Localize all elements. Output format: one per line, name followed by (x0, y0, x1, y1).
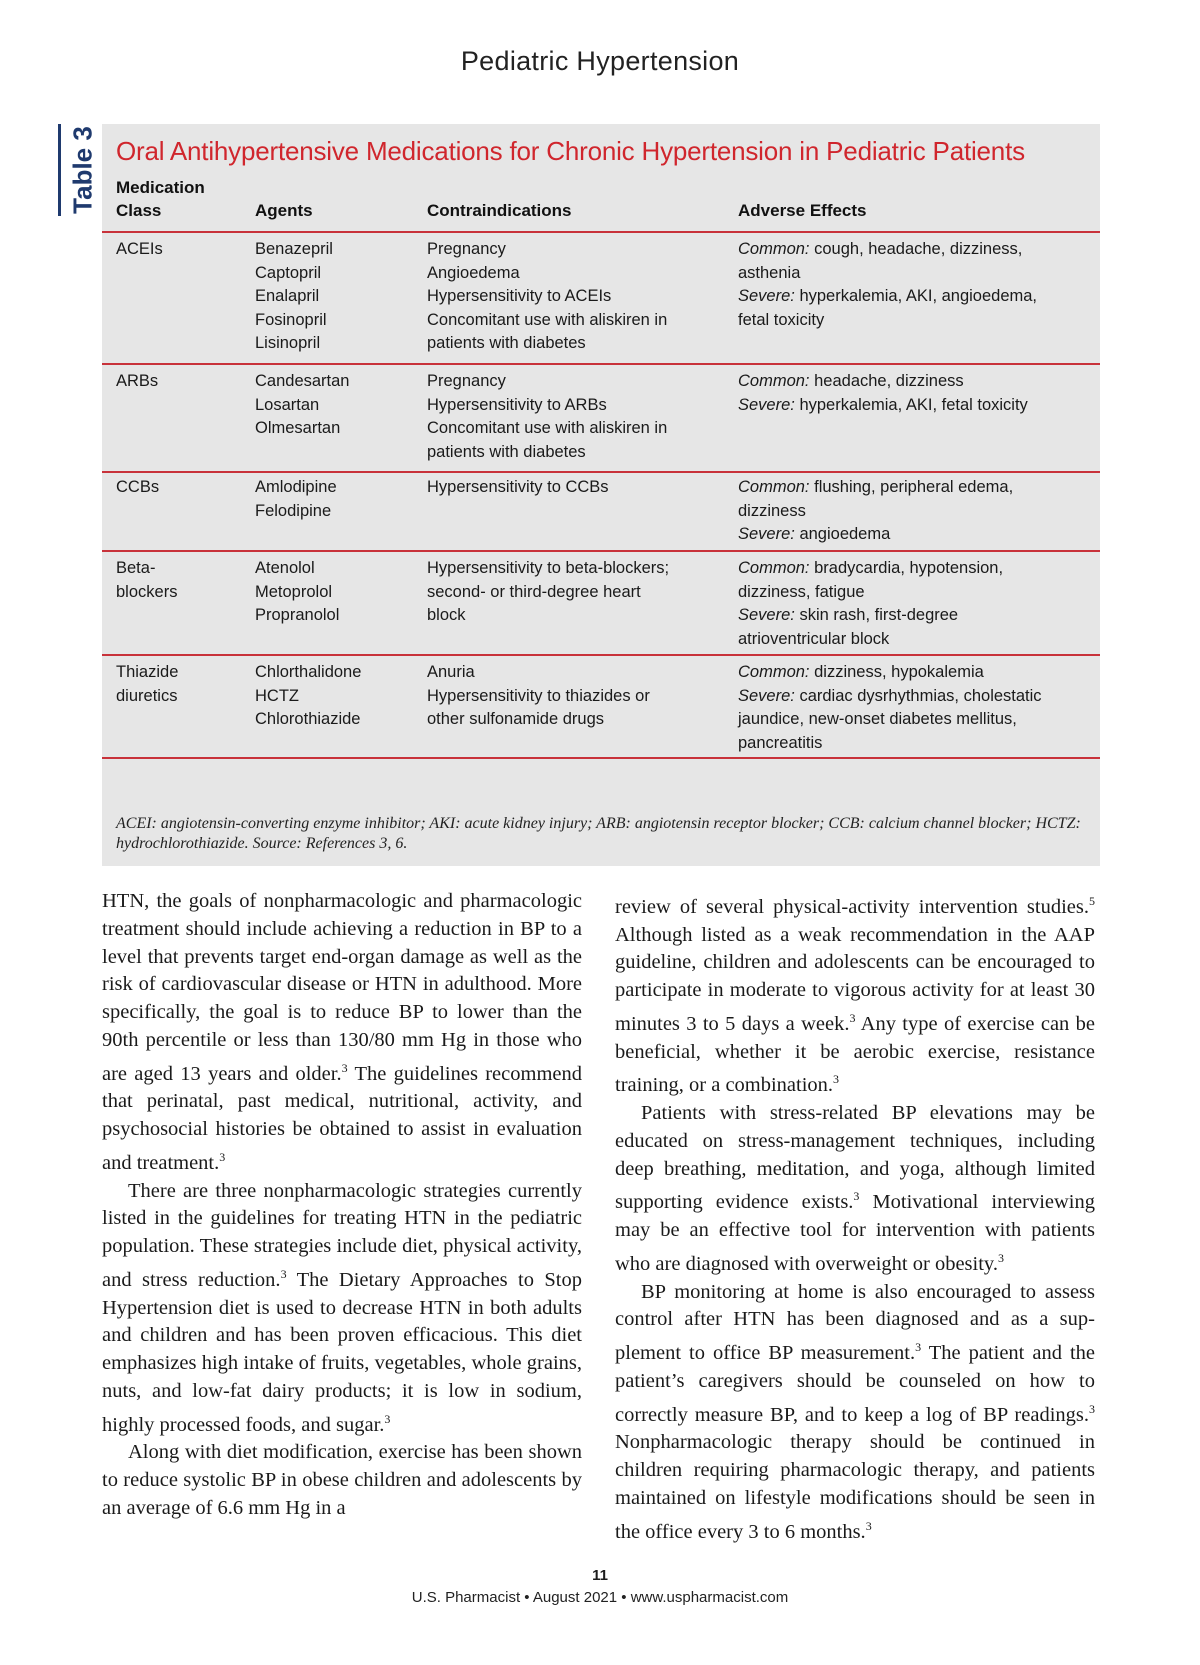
page-header-title: Pediatric Hypertension (460, 46, 740, 76)
class-line: ARBs (116, 372, 159, 390)
agent-name: Losartan (255, 395, 320, 414)
severity-label: Common: (738, 372, 810, 390)
body-paragraph (615, 1279, 1095, 1547)
agent-name: Candesartan (255, 372, 350, 390)
class-line: Beta- (116, 559, 156, 577)
adverse-effect-line (738, 285, 1088, 309)
adverse-effect-line (738, 370, 1088, 394)
class-line: diuretics (116, 686, 178, 705)
severity-label: Severe: (738, 287, 795, 306)
body-paragraph (102, 888, 582, 1178)
adverse-effect-line (738, 309, 1088, 333)
adverse-effect-text: hyperkalemia, AKI, fetal toxicity (794, 395, 1028, 414)
adverse-effect-text: dizziness, hypokalemia (809, 663, 984, 681)
contraindication-line: second- or third-degree heart (427, 582, 641, 601)
table-title: Oral Antihypertensive Medications for Chronic Hypertension in Pediatric Patients (116, 136, 1025, 166)
adverse-effect-line (738, 581, 1088, 605)
adverse-effect-text: flushing, peripheral edema, (809, 478, 1014, 496)
adverse-effect-text: headache, dizziness (809, 372, 964, 390)
reference-marker: 3 (219, 1150, 226, 1164)
severity-label: Severe: (738, 395, 795, 414)
severity-label: Common: (738, 240, 810, 258)
agent-name: HCTZ (255, 686, 299, 705)
adverse-effect-text: dizziness, fatigue (738, 582, 865, 601)
paragraph-text: The Dietary Approaches to Stop Hypertension diet is used to decrease HTN in both adults and children and has been proven efficacious. This diet emphasizes high intake of fruits, vegetables, whole grains, nuts, and low-fat dairy products; it is low in sodium, highly processed foods, and sugar. (102, 1268, 582, 1436)
cell-medication-class (116, 661, 246, 708)
paragraph-text: Any type of exercise can be beneficial, whether it be aerobic exercise, resistance training, or a combination. (615, 1012, 1095, 1097)
cell-contraindications (427, 476, 717, 500)
adverse-effect-line (738, 238, 1088, 262)
contraindication-line: Pregnancy (427, 240, 506, 258)
row-divider (102, 654, 1100, 656)
adverse-effect-line (738, 557, 1088, 581)
adverse-effect-line (738, 708, 1088, 732)
cell-adverse-effects (738, 370, 1088, 417)
cell-agents (255, 557, 425, 628)
cell-contraindications (427, 238, 717, 356)
paragraph-text: BP monitoring at home is also encouraged to assess control after HTN has been diagnosed and as a supplement to office BP measurement. (615, 1280, 1095, 1364)
page-number: 11 (592, 1567, 608, 1584)
contraindication-line: patients with diabetes (427, 334, 586, 353)
reference-marker: 5 (1089, 894, 1095, 908)
agent-name: Captopril (255, 263, 322, 282)
contraindication-line: Hypersensitivity to CCBs (427, 478, 609, 496)
adverse-effect-text: skin rash, first-degree (794, 606, 959, 625)
contraindication-line: Hypersensitivity to ARBs (427, 395, 607, 414)
publication-footer: U.S. Pharmacist • August 2021 • www.uspharmacist.com (411, 1589, 789, 1606)
reference-marker: 3 (341, 1060, 348, 1075)
adverse-effect-line (738, 732, 1088, 756)
agent-name: Enalapril (255, 287, 320, 306)
row-divider (102, 757, 1100, 759)
contraindication-line: Anuria (427, 663, 475, 681)
table-footnote: ACEI: angiotensin-converting enzyme inhibitor; AKI: acute kidney injury; ARB: angiotensin receptor blocker; CCB: calcium channel blocker; HCTZ: hydrochlorothiazide. Source: References 3, 6. (116, 815, 1081, 852)
severity-label: Severe: (738, 525, 795, 544)
agent-name: Propranolol (255, 606, 340, 625)
paragraph-text: The guidelines recommend that perinatal, past medical, nutritional, activity, and psychosocial histories be obtained to assist in evaluation and treatment. (102, 1062, 582, 1174)
adverse-effect-text: cardiac dysrhythmias, cholestatic (794, 686, 1042, 705)
agent-name: Olmesartan (255, 419, 341, 438)
contraindication-line: Concomitant use with aliskiren in (427, 419, 668, 438)
contraindication-line: Concomitant use with aliskiren in (427, 310, 668, 329)
cell-agents (255, 476, 425, 523)
adverse-effect-line (738, 661, 1088, 685)
class-line: ACEIs (116, 240, 163, 258)
adverse-effect-line (738, 262, 1088, 286)
cell-adverse-effects (738, 238, 1088, 332)
body-column-right (615, 888, 1095, 1546)
adverse-effect-text: bradycardia, hypotension, (809, 559, 1004, 577)
body-paragraph (615, 1100, 1095, 1278)
cell-medication-class (116, 238, 246, 262)
reference-marker: 3 (997, 1250, 1004, 1265)
agent-name: Fosinopril (255, 310, 327, 329)
severity-label: Severe: (738, 606, 795, 625)
agent-name: Metoprolol (255, 582, 333, 601)
reference-marker: 3 (853, 1189, 860, 1204)
agent-name: Atenolol (255, 559, 315, 577)
reference-marker: 3 (833, 1072, 840, 1087)
adverse-effect-text: pancreatitis (738, 733, 823, 752)
contraindication-line: Hypersensitivity to thiazides or (427, 686, 650, 705)
adverse-effect-line (738, 500, 1088, 524)
cell-medication-class (116, 557, 246, 604)
adverse-effect-line (738, 523, 1088, 547)
agent-name: Felodipine (255, 501, 332, 520)
agent-name: Lisinopril (255, 334, 321, 353)
adverse-effect-text: cough, headache, dizziness, (809, 240, 1023, 258)
paragraph-text: Although listed as a weak recommendation in the AAP guideline, children and adolescents can be encouraged to participate in moderate to vigorous activity for at least 30 minutes 3 to 5 days a week. (615, 923, 1095, 1035)
header-divider (102, 231, 1100, 233)
cell-agents (255, 370, 425, 441)
reference-marker: 3 (915, 1340, 922, 1355)
agent-name: Benazepril (255, 240, 333, 258)
reference-marker: 3 (280, 1267, 287, 1282)
paragraph-text: Along with diet modification, exercise has been shown to reduce systolic BP in obese children and adolescents by an average of 6.6 mm Hg in a (102, 1441, 582, 1520)
row-divider (102, 363, 1100, 365)
table-label: Table 3 (67, 126, 98, 214)
column-header-class-line2: Class (116, 201, 162, 220)
body-paragraph (615, 888, 1095, 1100)
adverse-effect-line (738, 685, 1088, 709)
class-line: CCBs (116, 478, 160, 496)
cell-agents (255, 661, 425, 732)
contraindication-line: block (427, 606, 466, 625)
adverse-effect-line (738, 628, 1088, 652)
paragraph-text: There are three nonpharmacologic strategies currently listed in the guidelines for treating HTN in the pediatric population. These strategies include diet, physical activity, and stress reduction. (102, 1179, 582, 1291)
agent-name: Chlorothiazide (255, 710, 361, 729)
adverse-effect-line (738, 604, 1088, 628)
row-divider (102, 471, 1100, 473)
cell-medication-class (116, 476, 246, 500)
cell-agents (255, 238, 425, 356)
cell-adverse-effects (738, 476, 1088, 547)
adverse-effect-text: hyperkalemia, AKI, angioedema, (794, 287, 1038, 306)
agent-name: Amlodipine (255, 478, 337, 496)
contraindication-line: Pregnancy (427, 372, 506, 390)
contraindication-line: Hypersensitivity to beta-blockers; (427, 559, 670, 577)
contraindication-line: Angioedema (427, 263, 520, 282)
body-paragraph (102, 1178, 582, 1440)
body-paragraph (102, 1439, 582, 1522)
body-column-left (102, 888, 582, 1523)
adverse-effect-text: dizziness (738, 501, 806, 520)
severity-label: Common: (738, 478, 810, 496)
paragraph-text: Motivational interviewing may be an effective tool for intervention with patients who are diagnosed with overweight or obesity. (615, 1191, 1095, 1275)
table-label-tab (58, 124, 101, 216)
contraindication-line: Hypersensitivity to ACEIs (427, 287, 612, 306)
column-header-class-line1: Medication (116, 178, 205, 197)
severity-label: Severe: (738, 686, 795, 705)
column-header-agents: Agents (255, 201, 313, 220)
reference-marker: 3 (849, 1011, 856, 1026)
class-line: Thiazide (116, 663, 179, 681)
adverse-effect-line (738, 394, 1088, 418)
paragraph-text: HTN, the goals of nonpharmacologic and pharmacologic treatment should include achieving a reduction in BP to a level that prevents target end-organ damage as well as the risk of cardiovascular disease or HTN in adulthood. More specifically, the goal is to reduce BP to lower than the 90th percentile or less than 130/80 mm Hg in those who are aged 13 years and older. (102, 890, 582, 1085)
adverse-effect-text: asthenia (738, 263, 801, 282)
agent-name: Chlorthalidone (255, 663, 362, 681)
column-header-class (116, 176, 205, 222)
cell-contraindications (427, 557, 717, 628)
cell-contraindications (427, 661, 717, 732)
row-divider (102, 550, 1100, 552)
class-line: blockers (116, 582, 178, 601)
severity-label: Common: (738, 559, 810, 577)
paragraph-text: Nonpharmacologic therapy should be continued in children requiring pharmacologic therapy, and patients maintained on lifestyle modifications should be seen in the office every 3 to 6 months. (615, 1431, 1095, 1543)
reference-marker: 3 (865, 1518, 872, 1533)
cell-adverse-effects (738, 661, 1088, 755)
cell-adverse-effects (738, 557, 1088, 651)
contraindication-line: patients with diabetes (427, 442, 586, 461)
severity-label: Common: (738, 663, 810, 681)
paragraph-text: review of several physical-activity intervention studies. (615, 895, 1089, 918)
adverse-effect-line (738, 476, 1088, 500)
adverse-effect-text: atrioventricular block (738, 629, 890, 648)
reference-marker: 3 (384, 1411, 391, 1426)
paragraph-text: Patients with stress-related BP elevations may be educated on stress-management techniques, including deep breathing, meditation, and yoga, although limited supporting evidence exists. (615, 1102, 1095, 1214)
cell-medication-class (116, 370, 246, 394)
adverse-effect-text: fetal toxicity (738, 310, 825, 329)
contraindication-line: other sulfonamide drugs (427, 710, 605, 729)
medication-table (102, 124, 1100, 866)
adverse-effect-text: jaundice, new-onset diabetes mellitus, (738, 710, 1017, 729)
cell-contraindications (427, 370, 717, 464)
adverse-effect-text: angioedema (794, 525, 891, 544)
reference-marker: 3 (1089, 1401, 1095, 1416)
column-header-contraindications: Contraindications (427, 201, 572, 220)
paragraph-text: The patient and the patient’s caregivers should be counseled on how to correctly measure BP, and to keep a log of BP readings. (615, 1341, 1095, 1426)
column-header-adverse-effects: Adverse Effects (738, 201, 867, 220)
